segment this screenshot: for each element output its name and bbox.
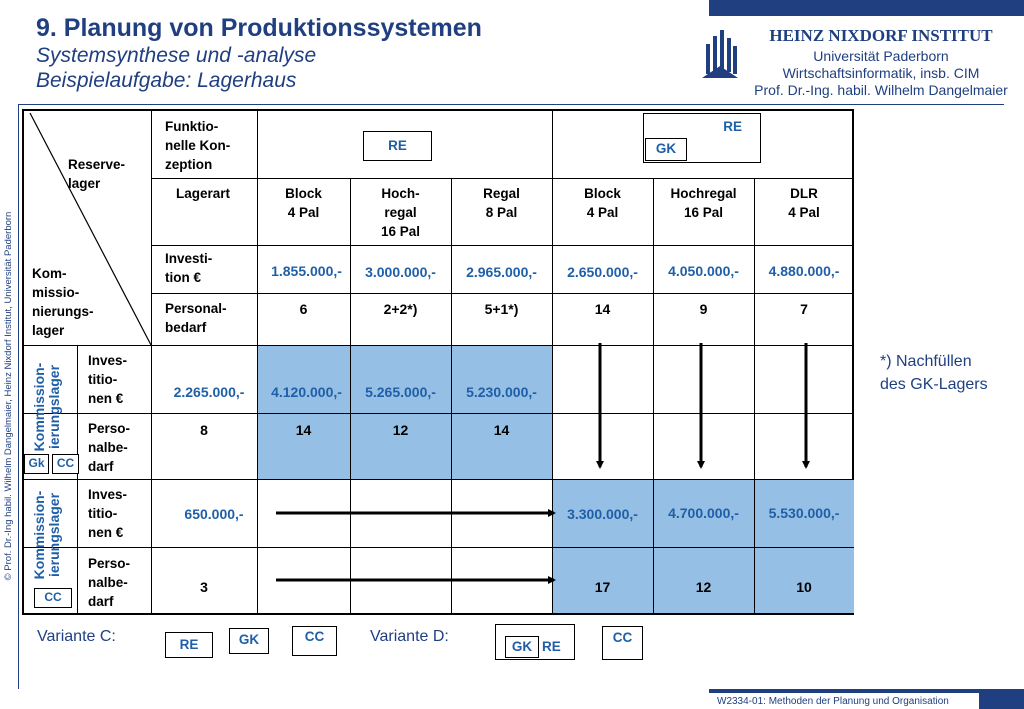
kommission-label-d: Kommission- ierungslager (31, 490, 62, 580)
komm-d-personal: 10 (796, 579, 812, 595)
col-header: Block 4 Pal (285, 186, 322, 220)
institute-logo-icon (700, 28, 740, 80)
note-line-2: des GK-Lagers (880, 376, 988, 393)
row-label-perso-2: darf (88, 594, 114, 609)
komm-c-personal: 8 (200, 422, 208, 438)
row-label-inves: nen € (88, 391, 124, 406)
institute-name: HEINZ NIXDORF INSTITUT (769, 26, 993, 45)
komm-c-invest: 5.265.000,- (365, 384, 436, 400)
gk-box: Gk (24, 454, 49, 474)
personal-value: 5+1*) (484, 301, 519, 317)
variante-c-cc: CC (292, 626, 337, 656)
institute-professor: Prof. Dr.-Ing. habil. Wilhelm Dangelmaier (754, 82, 1008, 98)
copyright-text: © Prof. Dr.-Ing habil. Wilhelm Dangelmaier, Heinz Nixdorf Institut, Universität Paderborn (3, 211, 14, 581)
row-label-perso: Perso- (88, 421, 131, 436)
komm-d-invest: 5.530.000,- (768, 505, 840, 521)
cc-box-2: CC (34, 588, 72, 608)
variante-d-label: Variante D: (370, 628, 449, 645)
komm-d-invest: 4.700.000,- (668, 505, 739, 521)
row-label-perso: darf (88, 459, 114, 474)
corner-label: lager (32, 323, 65, 338)
row-label-perso-2: Perso- (88, 556, 131, 571)
personal-value: 14 (594, 301, 611, 317)
komm-d-personal: 17 (594, 579, 611, 595)
col-header: Hoch- regal 16 Pal (380, 186, 421, 239)
institute-department: Wirtschaftsinformatik, insb. CIM (782, 65, 980, 81)
variante-d-cc: CC (602, 626, 643, 660)
variante-d-gk: GK (505, 636, 539, 658)
footer-course: W2334-01: Methoden der Planung und Organisation (709, 693, 979, 709)
row-label-funktion: nelle Kon- (165, 138, 231, 153)
personal-value: 9 (699, 301, 708, 317)
invest-value: 3.000.000,- (365, 264, 436, 280)
komm-c-personal: 14 (295, 422, 312, 438)
variante-c-label: Variante C: (37, 628, 116, 645)
personal-value: 7 (800, 301, 808, 317)
row-label-perso: nalbe- (88, 440, 128, 455)
komm-c-invest: 4.120.000,- (271, 384, 342, 400)
row-label-inves-2: nen € (88, 525, 124, 540)
corner-label: lager (68, 176, 101, 191)
left-rule (18, 104, 19, 689)
header-bar (709, 0, 1024, 16)
row-label-personal: bedarf (165, 320, 207, 335)
col-header: Hochregal 16 Pal (670, 186, 737, 220)
row-label-investition: Investi- (165, 251, 213, 266)
function-box-gk: GK (645, 138, 687, 161)
page-title: 9. Planung von Produktionssystemen (36, 14, 482, 42)
row-label-inves-2: titio- (88, 506, 118, 521)
row-label-funktion: Funktio- (165, 119, 219, 134)
cc-box: CC (52, 454, 79, 474)
variante-d-re: RE (542, 639, 561, 654)
row-label-inves: Inves- (88, 353, 128, 368)
komm-d-personal: 12 (695, 579, 712, 595)
komm-d-personal: 3 (200, 579, 208, 595)
corner-label: Kom- (32, 266, 67, 281)
page-number: 87 (997, 688, 1013, 704)
invest-value: 2.650.000,- (567, 264, 638, 280)
row-label-personal: Personal- (165, 301, 227, 316)
komm-c-personal: 14 (493, 422, 510, 438)
page-subtitle: Systemsynthese und -analyse (36, 44, 317, 67)
invest-value: 4.050.000,- (668, 263, 739, 279)
row-label-inves-2: Inves- (88, 487, 128, 502)
page-subtitle-2: Beispielaufgabe: Lagerhaus (36, 69, 297, 92)
row-label-investition: tion € (165, 270, 201, 285)
col-header: Regal 8 Pal (483, 186, 520, 220)
header-rule (18, 104, 1004, 105)
invest-value: 1.855.000,- (271, 263, 342, 279)
note-line-1: *) Nachfüllen (880, 353, 972, 370)
col-header: DLR 4 Pal (788, 186, 820, 220)
row-label-perso-2: nalbe- (88, 575, 128, 590)
komm-d-invest: 3.300.000,- (567, 506, 638, 522)
col-header: Block 4 Pal (584, 186, 621, 220)
row-label-funktion: zeption (165, 157, 213, 172)
corner-label: nierungs- (32, 304, 94, 319)
lagerhaus-table (22, 109, 854, 615)
personal-value: 6 (299, 301, 308, 317)
kommission-label-c: Kommission- ierungslager (31, 362, 62, 452)
komm-c-personal: 12 (392, 422, 409, 438)
variante-c-gk: GK (229, 628, 269, 654)
function-box-re-gk: RE (643, 113, 761, 163)
row-label-lagerart: Lagerart (176, 186, 231, 201)
invest-value: 4.880.000,- (768, 263, 840, 279)
komm-c-invest: 2.265.000,- (173, 384, 245, 400)
function-box-re: RE (363, 131, 432, 161)
komm-d-invest: 650.000,- (184, 506, 244, 522)
komm-c-invest: 5.230.000,- (466, 384, 537, 400)
variante-c-re: RE (165, 632, 213, 658)
corner-label: missio- (32, 285, 80, 300)
row-label-inves: titio- (88, 372, 118, 387)
personal-value: 2+2*) (383, 301, 418, 317)
institute-university: Universität Paderborn (813, 48, 949, 64)
invest-value: 2.965.000,- (466, 264, 537, 280)
corner-label: Reserve- (68, 157, 126, 172)
